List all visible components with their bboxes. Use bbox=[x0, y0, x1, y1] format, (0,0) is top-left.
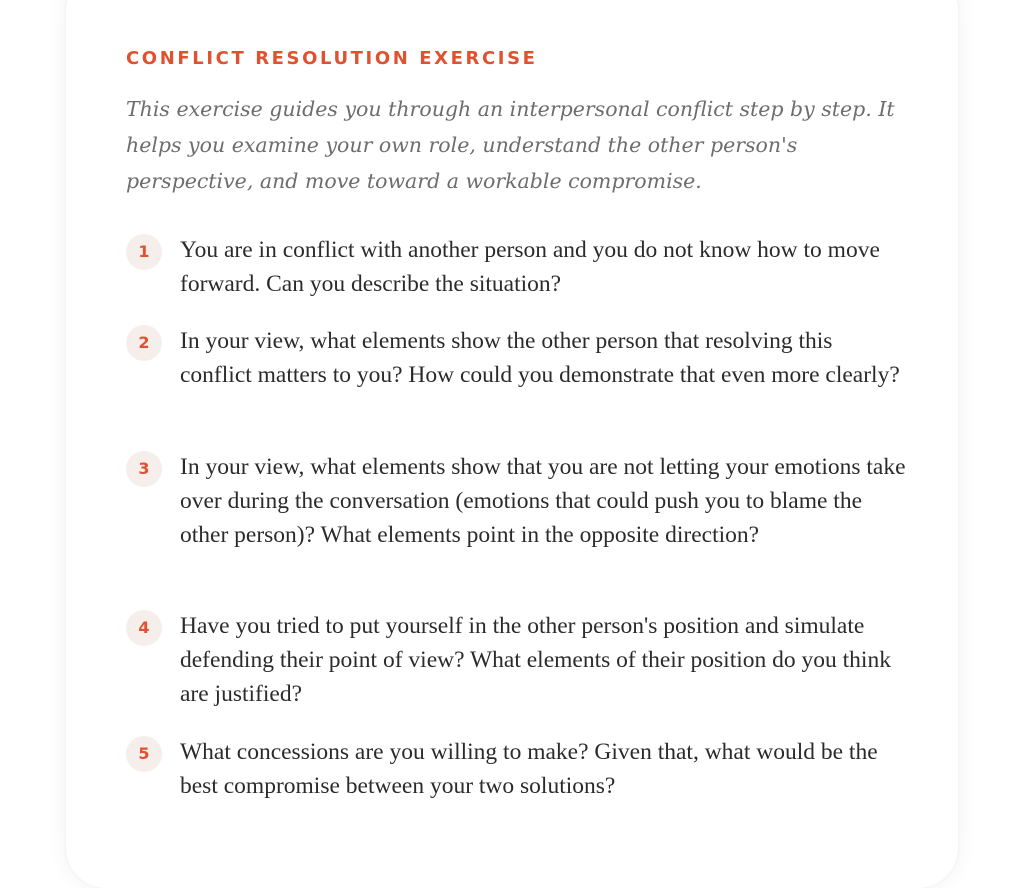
step-number-badge: 2 bbox=[126, 325, 162, 361]
step-number-badge: 1 bbox=[126, 234, 162, 270]
step-number-badge: 5 bbox=[126, 736, 162, 772]
step-question: In your view, what elements show the other person that resolving this conflict matters to you? How could you demonstrate that even more clearly? bbox=[180, 328, 900, 388]
exercise-title: CONFLICT RESOLUTION EXERCISE bbox=[126, 48, 538, 69]
step-number-badge: 3 bbox=[126, 451, 162, 487]
step-question: Have you tried to put yourself in the other person's position and simulate defending their point of view? What elements of their position do you think are justified? bbox=[180, 613, 891, 707]
step-question: What concessions are you willing to make? Given that, what would be the best compromise between your two solutions? bbox=[180, 739, 878, 799]
exercise-intro: This exercise guides you through an interpersonal conflict step by step. It helps you examine your own role, understand the other person's perspective, and move toward a workable compromise. bbox=[126, 97, 895, 193]
step-question: You are in conflict with another person and you do not know how to move forward. Can you describe the situation? bbox=[180, 237, 880, 297]
step-question: In your view, what elements show that you are not letting your emotions take over during the conversation (emotions that could push you to blame the other person)? What elements point in the opposite direction? bbox=[180, 454, 906, 548]
step-number-badge: 4 bbox=[126, 610, 162, 646]
